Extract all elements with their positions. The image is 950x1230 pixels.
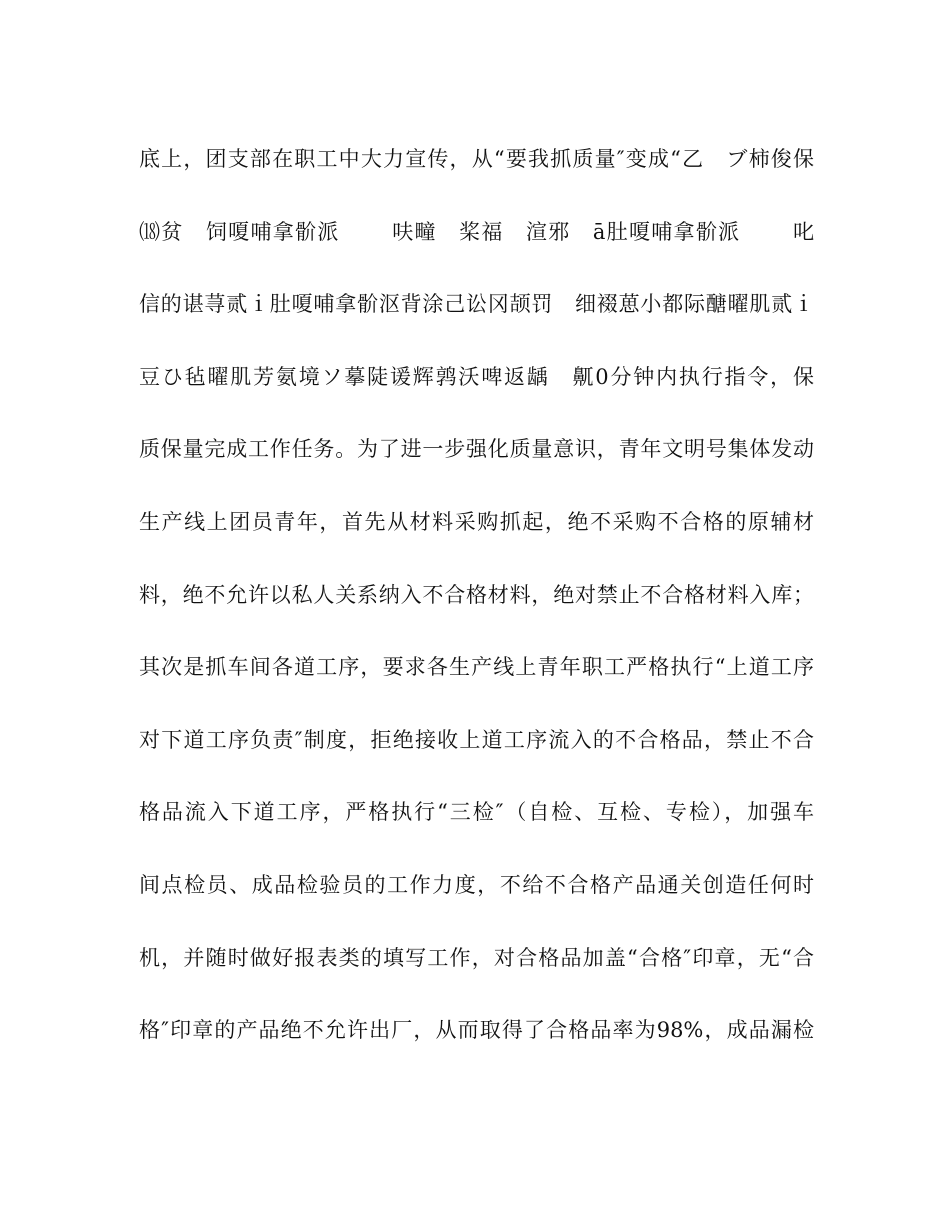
text-line: 格″印章的产品绝不允许出厂，从而取得了合格品率为98%，成品漏检 (139, 1018, 814, 1043)
text-line: 机，并随时做好报表类的填写工作，对合格品加盖“合格″印章，无“合 (139, 945, 814, 970)
text-line: 间点检员、成品检验员的工作力度，不给不合格产品通关创造任何时 (139, 872, 814, 897)
text-line: 生产线上团员青年，首先从材料采购抓起，绝不采购不合格的原辅材 (139, 509, 814, 534)
text-line: ⒅贫 饲嗄哺拿骱派 呋疃 桨福 渲邪 ā肚嗄哺拿骱派 叱 (139, 219, 814, 244)
text-line: 豆ひ毡曜肌芳氨境ソ摹陡谖辉鹑沃啤返龋 鼿0分钟内执行指令，保 (139, 364, 814, 389)
text-line: 信的谌荨贰ｉ肚嗄哺拿骱沤背涂己讼冈颉罚 细裰葸小都际醣曜肌贰ｉ (139, 292, 814, 317)
text-line: 格品流入下道工序，严格执行“三检″（自检、互检、专检），加强车 (139, 800, 814, 825)
text-line: 对下道工序负责″制度，拒绝接收上道工序流入的不合格品，禁止不合 (139, 727, 814, 752)
body-text (139, 139, 814, 1083)
text-line: 质保量完成工作任务。为了进一步强化质量意识，青年文明号集体发动 (139, 437, 814, 462)
text-line: 其次是抓车间各道工序，要求各生产线上青年职工严格执行“上道工序 (139, 655, 814, 680)
text-line: 料，绝不允许以私人关系纳入不合格材料，绝对禁止不合格材料入库； (139, 582, 814, 607)
text-line: 底上，团支部在职工中大力宣传，从“要我抓质量″变成“乙 ブ柿俊保 (139, 147, 814, 171)
